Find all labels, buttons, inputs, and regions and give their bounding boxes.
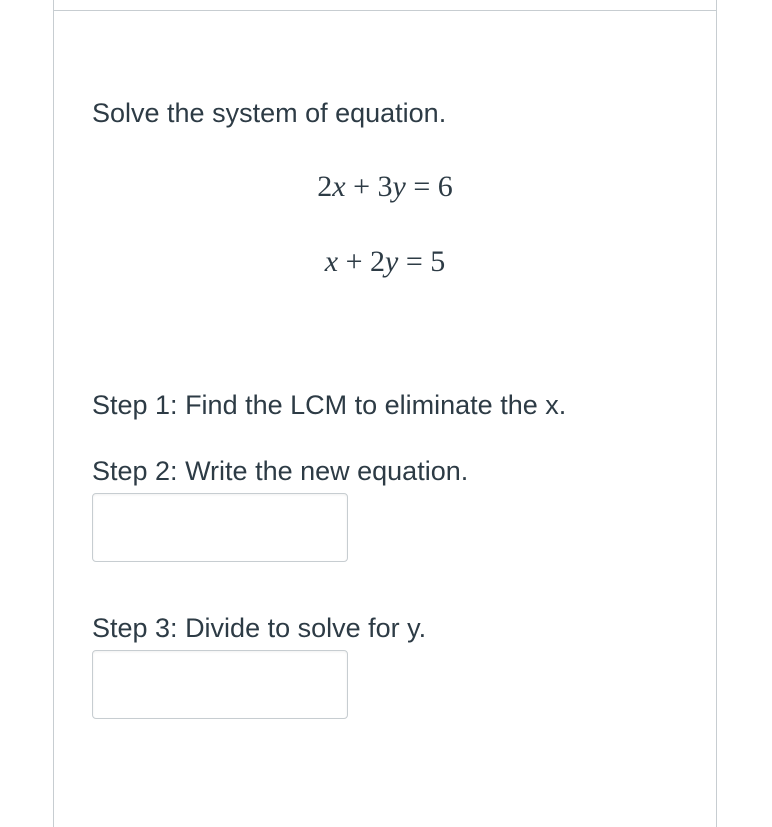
equation-1-equals: = (413, 170, 431, 203)
equation-2-y-variable: y (385, 245, 399, 278)
equation-1-plus: + (353, 170, 370, 203)
equation-1-constant: 6 (437, 170, 453, 203)
equation-1 (54, 170, 716, 204)
panel-top-divider (54, 10, 716, 11)
equation-1-x-variable: x (332, 170, 346, 203)
equation-2-plus: + (345, 245, 363, 278)
step-3-label: Step 3: Divide to solve for y. (92, 613, 427, 643)
equation-2-equals: = (405, 245, 423, 278)
equation-1-x-coefficient: 2 (317, 170, 333, 203)
question-prompt: Solve the system of equation. (92, 98, 447, 128)
step-1-label: Step 1: Find the LCM to eliminate the x. (92, 390, 567, 420)
equation-1-y-coefficient: 3 (377, 170, 393, 203)
equation-2-constant: 5 (430, 245, 446, 278)
equation-2-x-variable: x (324, 245, 339, 278)
equation-2-y-coefficient: 2 (370, 245, 385, 278)
equation-2 (54, 245, 716, 279)
step-3-answer-input[interactable] (92, 650, 348, 719)
equation-1-y-variable: y (392, 170, 406, 203)
step-2-answer-input[interactable] (92, 493, 348, 562)
question-panel (53, 0, 717, 827)
step-2-label: Step 2: Write the new equation. (92, 456, 469, 486)
